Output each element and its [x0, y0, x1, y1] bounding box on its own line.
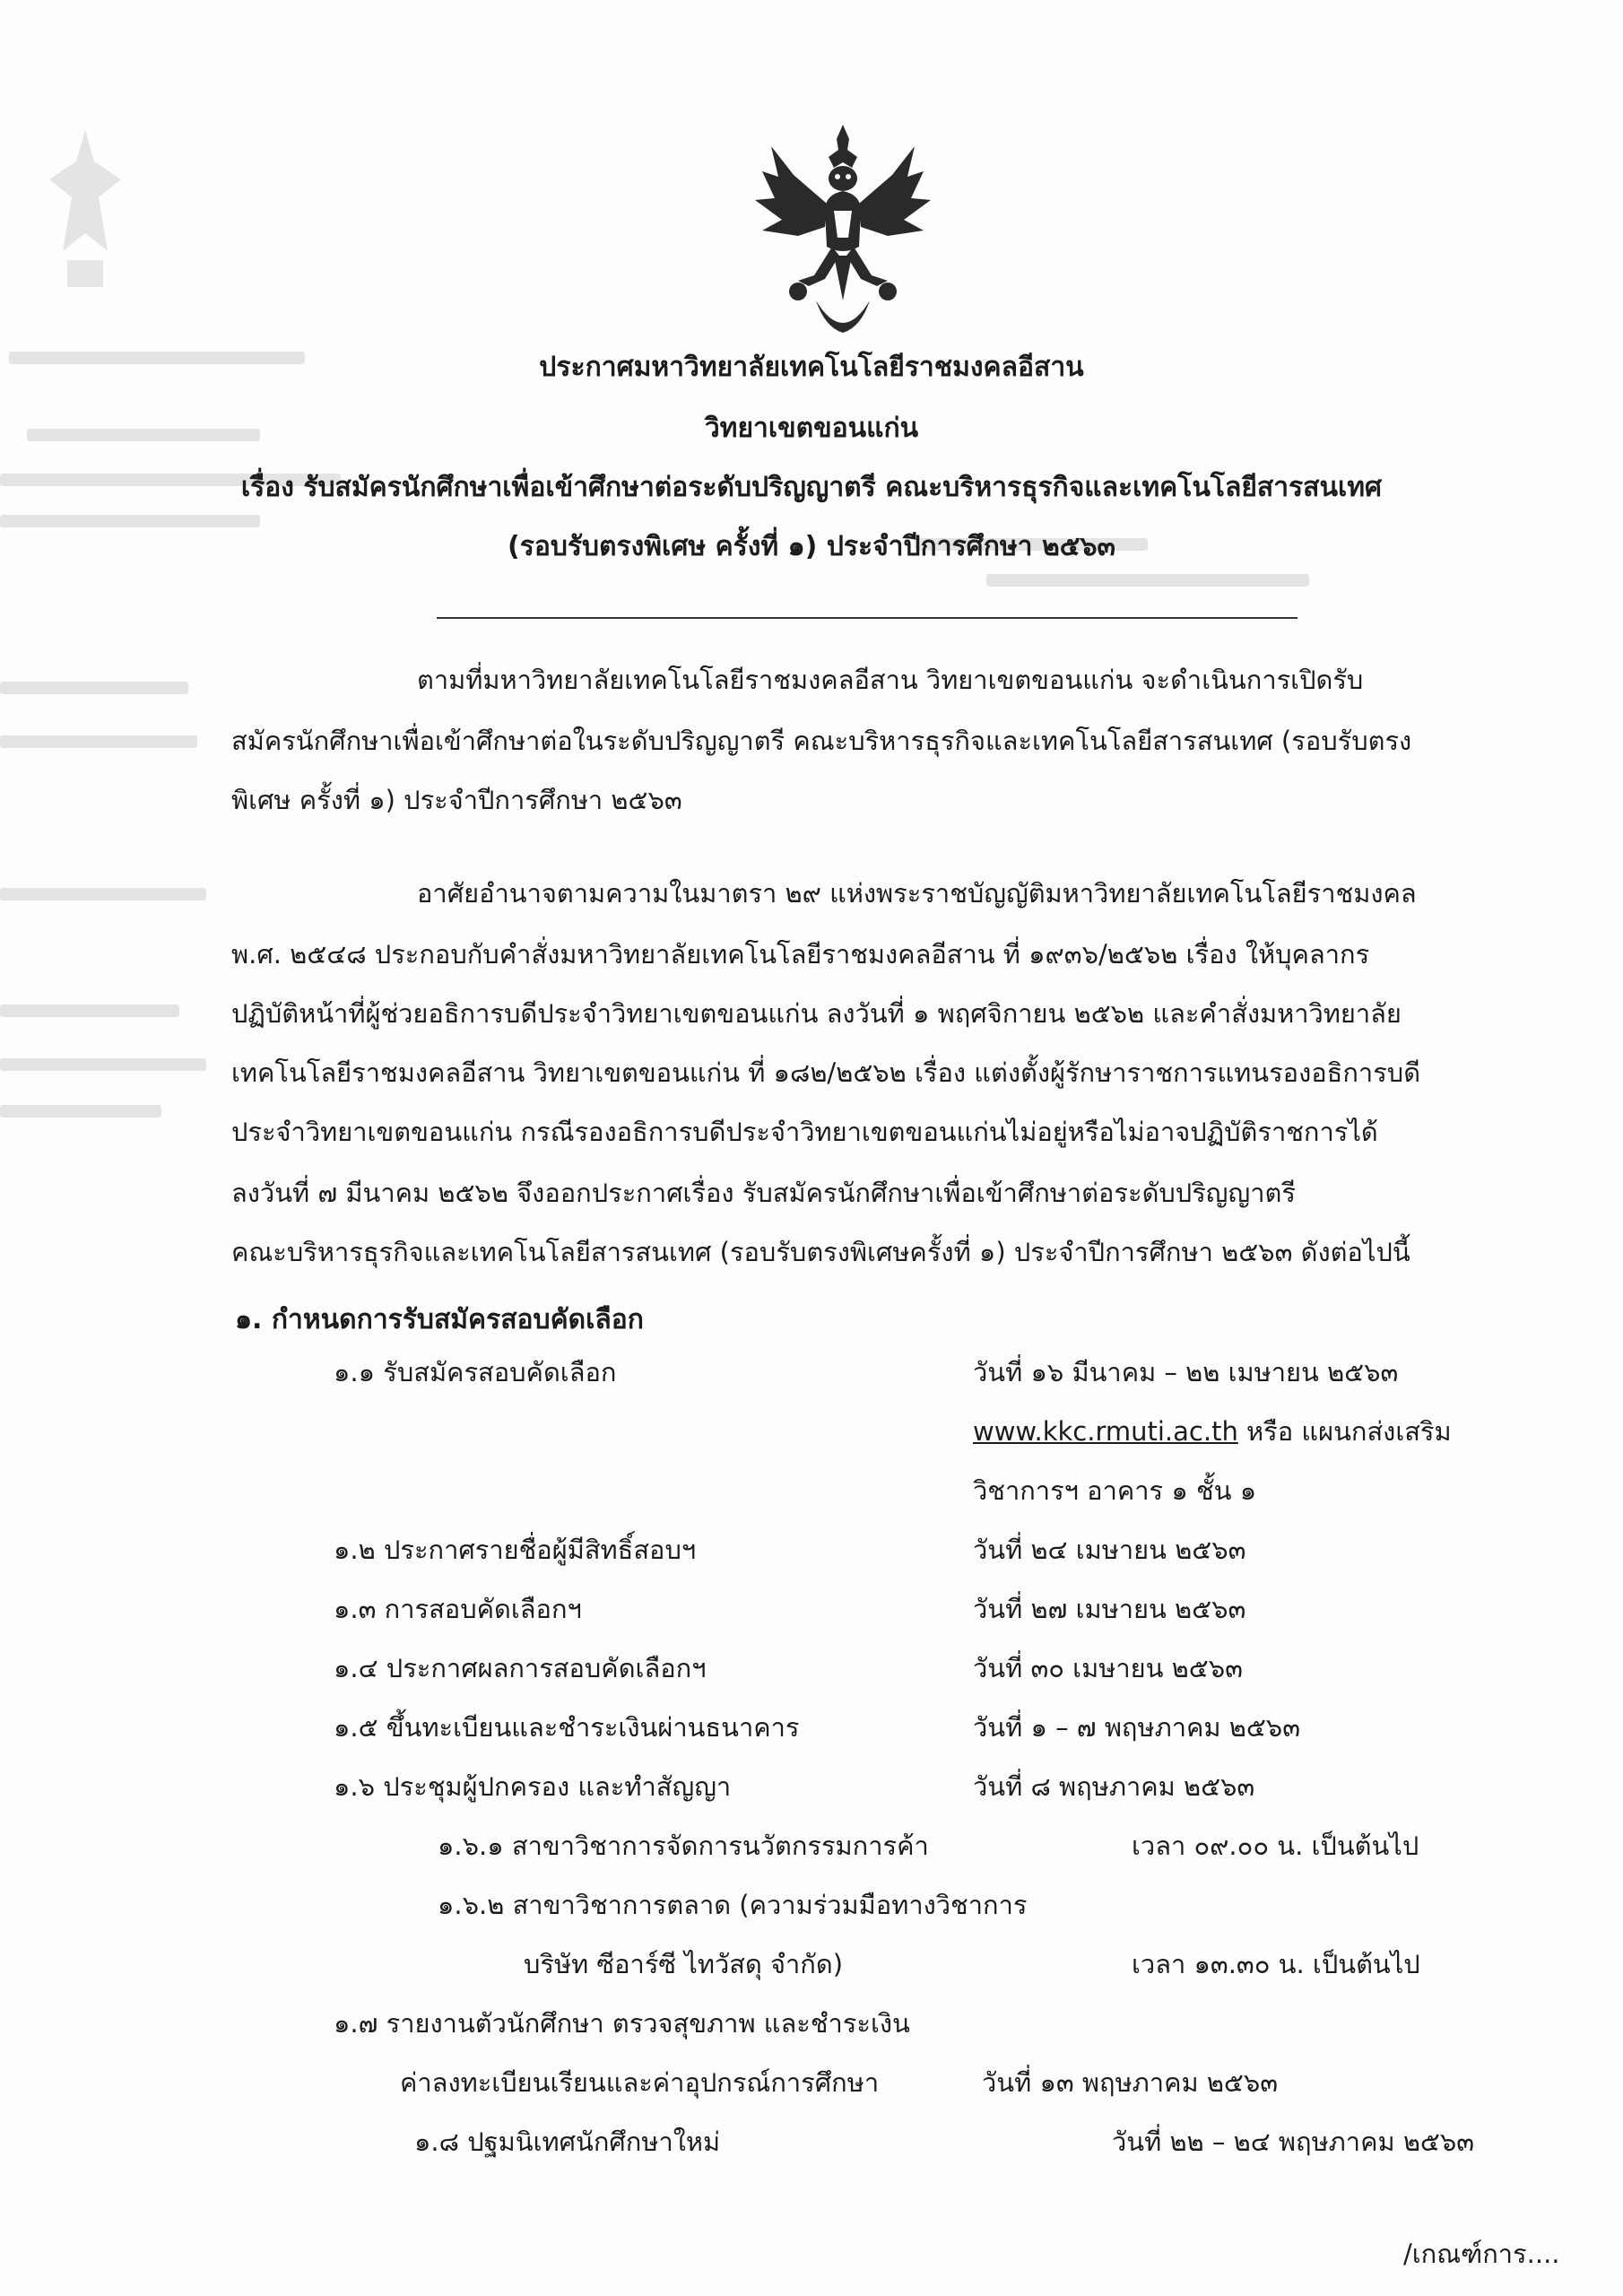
schedule-item-date: วันที่ ๒๗ เมษายน ๒๕๖๓ — [973, 1594, 1246, 1624]
paragraph2-line: เทคโนโลยีราชมงคลอีสาน วิทยาเขตขอนแก่น ที่ ๑๘๒/๒๕๖๒ เรื่อง แต่งตั้งผู้รักษาราชการแทนรองอธิการบดี — [231, 1057, 1421, 1088]
announcement-title: ประกาศมหาวิทยาลัยเทคโนโลยีราชมงคลอีสาน — [539, 352, 1084, 383]
paragraph1-line: ตามที่มหาวิทยาลัยเทคโนโลยีราชมงคลอีสาน วิทยาเขตขอนแก่น จะดำเนินการเปิดรับ — [417, 665, 1364, 695]
schedule-item-location-2: วิชาการฯ อาคาร ๑ ชั้น ๑ — [973, 1475, 1257, 1506]
schedule-item-date: วันที่ ๒๒ – ๒๔ พฤษภาคม ๒๕๖๓ — [1112, 2126, 1475, 2157]
garuda-emblem-icon — [708, 121, 977, 345]
continued-on-next-page: /เกณฑ์การ.... — [1403, 2239, 1560, 2269]
schedule-item-label: ๑.๕ ขึ้นทะเบียนและชำระเงินผ่านธนาคาร — [334, 1712, 800, 1743]
location-text: หรือ แผนกส่งเสริม — [1237, 1416, 1452, 1447]
schedule-subitem-time: เวลา ๑๓.๓๐ น. เป็นต้นไป — [1132, 1949, 1420, 1979]
paragraph2-line: ปฏิบัติหน้าที่ผู้ช่วยอธิการบดีประจำวิทยาเขตขอนแก่น ลงวันที่ ๑ พฤศจิกายน ๒๕๖๒ และคำสั่งมหาวิทยาลัย — [231, 998, 1402, 1029]
schedule-item-date: วันที่ ๒๔ เมษายน ๒๕๖๓ — [973, 1535, 1246, 1565]
paragraph1-line: พิเศษ ครั้งที่ ๑) ประจำปีการศึกษา ๒๕๖๓ — [231, 785, 682, 815]
schedule-item-label: ๑.๒ ประกาศรายชื่อผู้มีสิทธิ์สอบฯ — [334, 1535, 697, 1565]
header-divider — [437, 617, 1298, 619]
schedule-item-date: วันที่ ๑๖ มีนาคม – ๒๒ เมษายน ๒๕๖๓ — [973, 1357, 1399, 1387]
schedule-item-label: ๑.๗ รายงานตัวนักศึกษา ตรวจสุขภาพ และชำระเงิน — [334, 2008, 910, 2039]
subject-line: เรื่อง รับสมัครนักศึกษาเพื่อเข้าศึกษาต่อระดับปริญญาตรี คณะบริหารธุรกิจและเทคโนโลยีสารสนเทศ — [240, 472, 1383, 503]
schedule-item-label: ๑.๘ ปฐมนิเทศนักศึกษาใหม่ — [414, 2126, 721, 2157]
paragraph2-line: คณะบริหารธุรกิจและเทคโนโลยีสารสนเทศ (รอบรับตรงพิเศษครั้งที่ ๑) ประจำปีการศึกษา ๒๕๖๓ ดังต่อไปนี้ — [231, 1237, 1410, 1267]
schedule-subitem-label: ๑.๖.๒ สาขาวิชาการตลาด (ความร่วมมือทางวิชาการ — [438, 1890, 1028, 1920]
paragraph1-line: สมัครนักศึกษาเพื่อเข้าศึกษาต่อในระดับปริญญาตรี คณะบริหารธุรกิจและเทคโนโลยีสารสนเทศ (รอบรับตรง — [231, 726, 1412, 756]
subject-line-2: (รอบรับตรงพิเศษ ครั้งที่ ๑) ประจำปีการศึกษา ๒๕๖๓ — [508, 531, 1115, 562]
registration-website-link[interactable]: www.kkc.rmuti.ac.th — [973, 1416, 1238, 1447]
paragraph2-line: พ.ศ. ๒๕๔๘ ประกอบกับคำสั่งมหาวิทยาลัยเทคโนโลยีราชมงคลอีสาน ที่ ๑๙๓๖/๒๕๖๒ เรื่อง ให้บุคลากร — [231, 939, 1370, 970]
schedule-subitem-label: ๑.๖.๑ สาขาวิชาการจัดการนวัตกรรมการค้า — [438, 1831, 929, 1861]
paragraph2-line: ประจำวิทยาเขตขอนแก่น กรณีรองอธิการบดีประจำวิทยาเขตขอนแก่นไม่อยู่หรือไม่อาจปฏิบัติราชการได้ — [231, 1117, 1378, 1147]
schedule-item-label: ๑.๑ รับสมัครสอบคัดเลือก — [334, 1357, 617, 1387]
schedule-item-date: วันที่ ๘ พฤษภาคม ๒๕๖๓ — [973, 1771, 1255, 1802]
schedule-item-date: วันที่ ๑ – ๗ พฤษภาคม ๒๕๖๓ — [973, 1712, 1301, 1743]
schedule-item-date: วันที่ ๑๓ พฤษภาคม ๒๕๖๓ — [982, 2067, 1279, 2098]
schedule-subitem-label-2: บริษัท ซีอาร์ซี ไทวัสดุ จำกัด) — [524, 1949, 844, 1979]
schedule-item-location — [973, 1413, 1452, 1449]
bleed-through-emblem-icon — [36, 126, 135, 296]
paragraph2-line: อาศัยอำนาจตามความในมาตรา ๒๙ แห่งพระราชบัญญัติมหาวิทยาลัยเทคโนโลยีราชมงคล — [417, 878, 1417, 909]
schedule-item-label-2: ค่าลงทะเบียนเรียนและค่าอุปกรณ์การศึกษา — [400, 2067, 880, 2098]
paragraph2-line: ลงวันที่ ๗ มีนาคม ๒๕๖๒ จึงออกประกาศเรื่อง รับสมัครนักศึกษาเพื่อเข้าศึกษาต่อระดับปริญญาตรี — [231, 1178, 1296, 1208]
campus-name: วิทยาเขตขอนแก่น — [704, 413, 919, 444]
schedule-item-label: ๑.๓ การสอบคัดเลือกฯ — [334, 1594, 582, 1624]
schedule-item-label: ๑.๔ ประกาศผลการสอบคัดเลือกฯ — [334, 1653, 707, 1683]
schedule-item-date: วันที่ ๓๐ เมษายน ๒๕๖๓ — [973, 1653, 1243, 1683]
schedule-item-label: ๑.๖ ประชุมผู้ปกครอง และทำสัญญา — [334, 1771, 732, 1802]
schedule-subitem-time: เวลา ๐๙.๐๐ น. เป็นต้นไป — [1132, 1831, 1419, 1861]
section1-title: ๑. กำหนดการรับสมัครสอบคัดเลือก — [235, 1304, 644, 1335]
